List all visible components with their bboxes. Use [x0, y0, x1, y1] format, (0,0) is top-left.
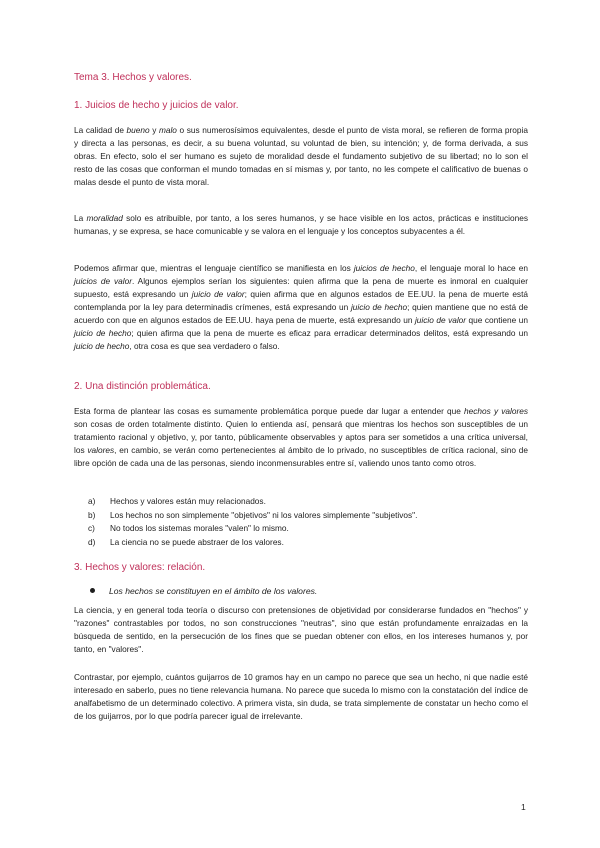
italic-term: valores [87, 445, 115, 455]
text-run: La [74, 213, 87, 223]
text-run: solo es atribuible, por tanto, a los seres humanos, y se hace visible en los actos, prácticas e instituciones humanas, y se expresa, se hace comunicable y se valora en el lenguaje y los conceptos subyacentes a él. [74, 213, 528, 236]
italic-term: juicio de valor [191, 289, 245, 299]
italic-term: juicio de hecho [74, 328, 132, 338]
text-run: ; quien afirma que en algunos estados de EE.UU. la pena de muerte está contemplanda por la ley para determinadis crímenes, está expresando un [74, 289, 529, 312]
text-run: ; quien afirma que la pena de muerte es eficaz para erradicar determinados delitos, está expresando un [131, 328, 528, 338]
paragraph-4 [74, 405, 528, 470]
text-run: ; quien mantiene que no está de acuerdo con que en algunos estados de EE.UU. haya pena de muerte, está expresando un [74, 302, 528, 325]
list-item: c) No todos los sistemas morales "valen" lo mismo. [88, 523, 289, 533]
paragraph-1 [74, 124, 528, 189]
lettered-list [88, 495, 528, 549]
text-run: , el lenguaje moral lo hace en [414, 263, 528, 273]
italic-term: juicio de hecho [350, 302, 408, 312]
section-heading-3: 3. Hechos y valores: relación. [74, 562, 206, 573]
text-run: o sus numerosísimos equivalentes, desde el punto de vista moral, se refieren de forma propia y directa a las personas, es decir, a su buena voluntad, su voluntad de bien, su intención; y, de forma derivada, a sus obras. En efecto, solo el ser humano es sujeto de moralidad desde el fundamento subjetivo de su libertad; no lo son el resto de las cosas que conforman el mundo tomadas en sí mismas y, por tanto, no les compete el calificativo de buenas o malas desde el punto de vista moral. [74, 125, 528, 187]
italic-term: juicio de valor [414, 315, 467, 325]
list-item: d) La ciencia no se puede abstraer de los valores. [88, 536, 284, 547]
italic-term: hechos y valores [464, 406, 528, 416]
paragraph-5 [74, 604, 528, 656]
italic-term: moralidad [86, 213, 123, 223]
text-run: y [149, 125, 159, 135]
bullet-icon [90, 588, 95, 593]
italic-term: juicios de valor [74, 276, 132, 286]
text-run: , en cambio, se verán como pertenecientes al ámbito de lo privado, no susceptibles de crítica racional, sino de libre opción de cada una de las personas, siendo inconmensurables entre sí, valiendo unos tanto como otros. [74, 445, 528, 468]
italic-term: malo [158, 125, 177, 135]
text-run: Podemos afirmar que, mientras el lenguaje científico se manifiesta en los [74, 263, 354, 273]
text-run: son cosas de orden totalmente distinto. Quien lo entienda así, pensará que mientras los hechos son susceptibles de un tratamiento racional y objetivo, y, por tanto, públicamente observables y aptos para ser sometidos a una crítica universal, los [74, 419, 528, 455]
page-number: 1 [521, 802, 526, 812]
section-heading-1: 1. Juicios de hecho y juicios de valor. [74, 100, 239, 111]
text-run: , otra cosa es que sea verdadero o falso. [129, 341, 280, 351]
italic-term: bueno [126, 125, 150, 135]
list-item: a) Hechos y valores están muy relacionados. [88, 496, 266, 506]
paragraph-6 [74, 671, 528, 723]
text-run: Esta forma de plantear las cosas es sumamente problemática porque puede dar lugar a entender que [74, 406, 465, 416]
text-run: . Algunos ejemplos serían los siguientes: quien afirma que la pena de muerte es inmoral en cualquier supuesto, está expresando un [74, 276, 528, 299]
section-heading-2: 2. Una distinción problemática. [74, 381, 211, 392]
text-run: La calidad de [74, 125, 127, 135]
text-run: que contiene un [466, 315, 528, 325]
bullet-item: Los hechos se constituyen en el ámbito de los valores. [90, 586, 317, 596]
text-run: Contrastar, por ejemplo, cuántos guijarros de 10 gramos hay en un campo no parece que sea un hecho, ni que nadie esté interesado en saberlo, pues no tiene relevancia humana. No parece que suceda lo mismo con la constatación del índice de analfabetismo de un determinado colectivo. A primera vista, sin duda, se trata simplemente de constatar un hecho como el de los guijarros, por lo que podría parecer igual de irrelevante. [74, 672, 528, 721]
list-item: b) Los hechos no son simplemente "objetivos" ni los valores simplemente "subjetivos". [88, 509, 418, 520]
italic-term: juicios de hecho [353, 263, 415, 273]
text-run: La ciencia, y en general toda teoría o discurso con pretensiones de objetividad por considerarse fundados en "hechos" y "razones" contrastables por todos, no son construcciones "neutras", sino que están profundamente enraizadas en la búsqueda de sentido, en la persecución de los fines que se puedan obtener con ellos, en los intereses humanos y, por tanto, en "valores". [74, 605, 528, 654]
paragraph-2 [74, 212, 528, 238]
italic-term: juicio de hecho [74, 341, 130, 351]
document-title: Tema 3. Hechos y valores. [74, 72, 192, 83]
paragraph-3 [74, 262, 528, 353]
